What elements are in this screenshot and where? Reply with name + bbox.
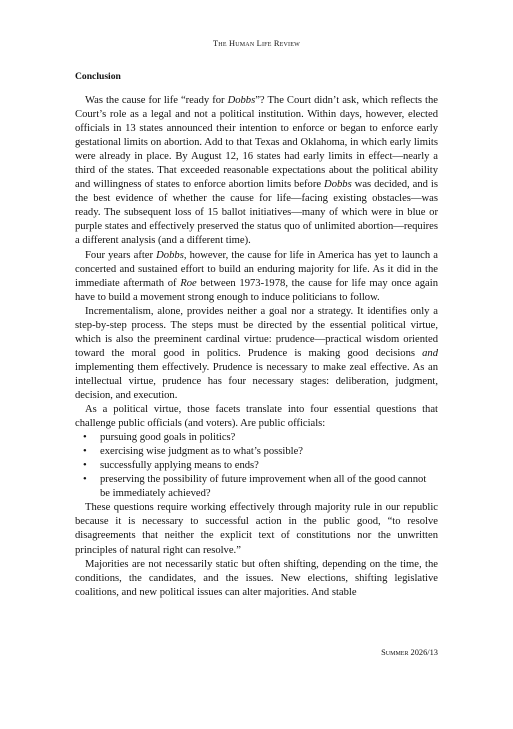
text-run: was decided, and is the best evidence of whether the cause for life—facing existing obstacles—was ready. The subsequent loss of 15 ballot initiatives—many of which were in blue or purple states and effectively preserved the status quo of unlimited abortion—requires a different analysis (and a different time).: [75, 179, 438, 247]
text-run: implementing them effectively. Prudence is necessary to make zeal effective. As an intellectual virtue, prudence has four necessary stages: deliberation, judgment, decision, and execution.: [75, 361, 438, 401]
list-item-text: pursuing good goals in politics?: [100, 432, 236, 444]
paragraph-6: Majorities are not necessarily static but often shifting, depending on the time, the conditions, the candidates, and the issues. New elections, shifting legislative coalitions, and new political issues can alter majorities. And stable: [75, 558, 438, 598]
paragraph-5: These questions require working effectively through majority rule in our republic because it is necessary to successful action in the public good, “to resolve disagreements that neither the explicit text of constitutions nor the unwritten principles of natural right can resolve.”: [75, 502, 438, 556]
text-run: Four years after: [85, 249, 157, 261]
paragraph-1: [75, 94, 438, 249]
text-run: Incrementalism, alone, provides neither a goal nor a strategy. It identifies only a step-by-step process. The steps must be directed by the essential political virtue, which is also the preeminent cardinal virtue: prudence—practical wisdom oriented toward the moral good in politics. Prudence is making good decisions: [75, 305, 438, 359]
italic-emphasis: and: [422, 347, 438, 359]
page-footer: Summer 2026/13: [381, 648, 438, 657]
text-run: Was the cause for life “ready for: [85, 95, 228, 106]
list-item: [75, 431, 438, 445]
running-head: The Human Life Review: [212, 39, 300, 48]
text-run: ”? The Court didn’t ask, which reflects the Court’s role as a legal and not a political institution. Within days, however, elected officials in 13 states announced their intention to enforce or began to enforce early gestational limits on abortion. Add to that Texas and Oklahoma, in which early limits were already in place. By August 12, 16 states had early limits in effect—nearly a third of the states. That exceeded reasonable expectations about the political ability and willingness of states to enforce abortion limits before: [75, 95, 438, 191]
section-heading: Conclusion: [75, 71, 121, 82]
bullet-glyph: •: [83, 446, 87, 458]
italic-case-name: Dobbs: [324, 179, 352, 191]
text-run: between 1973-1978, the cause for life may once again have to build a movement strong enough to induce politicians to follow.: [75, 277, 438, 303]
paragraph-2: [75, 249, 438, 305]
list-item: [75, 445, 438, 459]
list-item-text: exercising wise judgment as to what’s possible?: [100, 446, 304, 458]
bullet-list: [75, 431, 438, 501]
paragraph-4: As a political virtue, those facets translate into four essential questions that challenge public officials (and voters). Are public officials:: [75, 404, 438, 430]
list-item: [75, 459, 438, 473]
bullet-glyph: •: [83, 432, 87, 444]
bullet-glyph: •: [83, 474, 87, 486]
list-item-text: preserving the possibility of future improvement when all of the good cannot be immediately achieved?: [100, 474, 427, 500]
italic-case-name: Dobbs: [227, 95, 256, 106]
italic-case-name: Roe: [180, 277, 197, 289]
text-run: , however, the cause for life in America has yet to launch a concerted and sustained effort to build an enduring majority for life. As it did in the immediate aftermath of: [75, 249, 438, 289]
body-text: [75, 94, 438, 600]
italic-case-name: Dobbs: [156, 249, 184, 261]
list-item-text: successfully applying means to ends?: [100, 460, 259, 472]
list-item: [75, 473, 438, 501]
bullet-glyph: •: [83, 460, 87, 472]
paragraph-3: [75, 305, 438, 403]
